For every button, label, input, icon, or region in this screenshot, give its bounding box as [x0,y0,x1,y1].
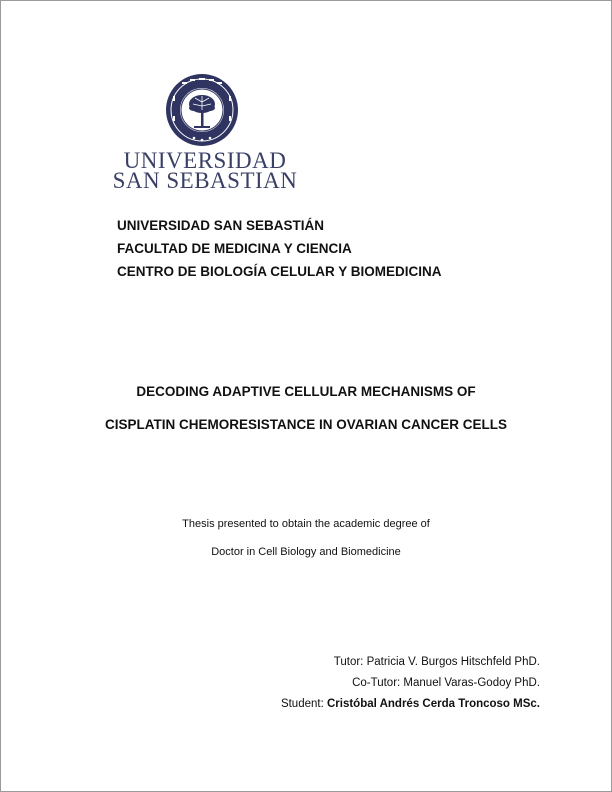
thesis-title-line2: CISPLATIN CHEMORESISTANCE IN OVARIAN CANCER CELLS [104,417,507,432]
logo-wordmark-line2: SAN SEBASTIAN [112,168,298,193]
student-name: Cristóbal Andrés Cerda Troncoso MSc. [326,698,540,710]
faculty-name: FACULTAD DE MEDICINA Y CIENCIA [117,241,352,256]
logo-wordmark-line1: UNIVERSIDAD [123,148,287,173]
student-credit [281,698,540,710]
degree-statement-line1: Thesis presented to obtain the academic degree of [182,518,430,530]
cotutor-credit [352,677,540,689]
center-name: CENTRO DE BIOLOGÍA CELULAR Y BIOMEDICINA [117,264,442,279]
thesis-title-line1: DECODING ADAPTIVE CELLULAR MECHANISMS OF [136,384,476,399]
tutor-credit [334,656,540,668]
university-name: UNIVERSIDAD SAN SEBASTIÁN [117,218,325,233]
degree-statement-line2: Doctor in Cell Biology and Biomedicine [211,546,401,558]
university-seal-icon [164,72,240,148]
student-label: Student: [280,698,324,710]
tutor-label: Tutor: [333,656,364,668]
tutor-name: Patricia V. Burgos Hitschfeld PhD. [366,656,540,668]
cotutor-label: Co-Tutor: [352,677,401,689]
cotutor-name: Manuel Varas-Godoy PhD. [403,677,540,689]
